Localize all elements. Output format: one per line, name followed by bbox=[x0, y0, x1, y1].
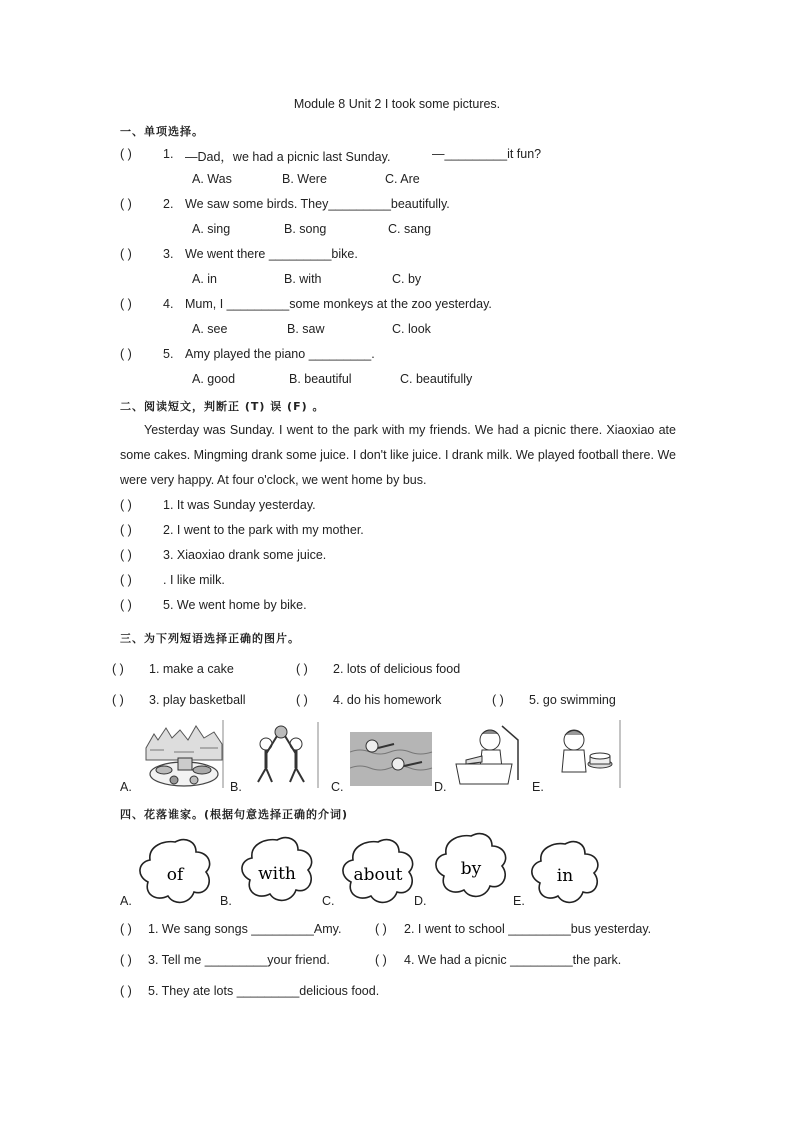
s4-item1-text: 1. We sang songs _________Amy. bbox=[148, 922, 342, 936]
flower-letter-b: B. bbox=[220, 894, 232, 908]
flower-by bbox=[430, 830, 512, 900]
section4-heading: 四、花落谁家。(根据句意选择正确的介词) bbox=[120, 808, 349, 821]
section1-heading: 一、单项选择。 bbox=[120, 125, 204, 138]
s3-item1-paren[interactable]: ( ) bbox=[112, 662, 124, 676]
s3-item3-paren[interactable]: ( ) bbox=[112, 693, 124, 707]
s1-q4-text: Mum, I _________some monkeys at the zoo yesterday. bbox=[185, 297, 492, 311]
s4-item4-text: 4. We had a picnic _________the park. bbox=[404, 953, 622, 967]
s1-q1-option-b: B. Were bbox=[282, 172, 327, 186]
s3-item3-text: 3. play basketball bbox=[149, 693, 246, 707]
s1-q3-option-a: A. in bbox=[192, 272, 218, 286]
section2-heading: 二、阅读短文，判断正 (T) 误 (F) 。 bbox=[120, 400, 325, 413]
flower-word-with: with bbox=[258, 864, 296, 884]
s3-item5-text: 5. go swimming bbox=[529, 693, 616, 707]
s4-item5-text: 5. They ate lots _________delicious food. bbox=[148, 984, 380, 998]
flower-word-by: by bbox=[460, 859, 482, 879]
s1-q4-option-a: A. see bbox=[192, 322, 228, 336]
s1-q4-num: 4. bbox=[163, 297, 174, 311]
picture-letter-a: A. bbox=[120, 780, 132, 794]
s1-q2-option-c: C. sang bbox=[388, 222, 432, 236]
s4-item3-text: 3. Tell me _________your friend. bbox=[148, 953, 330, 967]
s1-q2-option-a: A. sing bbox=[192, 222, 231, 236]
s3-item5-paren[interactable]: ( ) bbox=[492, 693, 504, 707]
s1-q2-option-b: B. song bbox=[284, 222, 327, 236]
s2-item4-text: . I like milk. bbox=[163, 573, 225, 587]
page-title: Module 8 Unit 2 I took some pictures. bbox=[293, 97, 501, 111]
s4-item5-paren[interactable]: ( ) bbox=[120, 984, 132, 998]
homework-picture bbox=[452, 720, 522, 788]
s3-item2-text: 2. lots of delicious food bbox=[333, 662, 461, 676]
s3-item4-text: 4. do his homework bbox=[333, 693, 442, 707]
flower-letter-a: A. bbox=[120, 894, 132, 908]
s1-q1-text: —Dad，we had a picnic last Sunday. bbox=[185, 150, 391, 164]
s1-q1-tail: —_________it fun? bbox=[432, 147, 542, 161]
s2-item1-text: 1. It was Sunday yesterday. bbox=[163, 498, 316, 512]
s1-q2-num: 2. bbox=[163, 197, 174, 211]
flower-word-about: about bbox=[353, 865, 403, 885]
s2-item2-text: 2. I went to the park with my mother. bbox=[163, 523, 364, 537]
swimming-picture bbox=[350, 732, 434, 786]
s2-item5-text: 5. We went home by bike. bbox=[163, 598, 307, 612]
s3-item2-paren[interactable]: ( ) bbox=[296, 662, 308, 676]
s1-q5-num: 5. bbox=[163, 347, 174, 361]
s1-q5-option-b: B. beautiful bbox=[289, 372, 352, 386]
flower-letter-c: C. bbox=[322, 894, 335, 908]
s1-q4-option-c: C. look bbox=[392, 322, 431, 336]
picture-letter-e: E. bbox=[532, 780, 544, 794]
picnic-food-picture bbox=[144, 720, 224, 788]
s1-q1-paren[interactable]: ( ) bbox=[120, 147, 132, 161]
picture-letter-c: C. bbox=[331, 780, 344, 794]
s1-q4-option-b: B. saw bbox=[287, 322, 325, 336]
flower-in bbox=[526, 838, 604, 906]
s2-item3-text: 3. Xiaoxiao drank some juice. bbox=[163, 548, 327, 562]
flower-word-in: in bbox=[556, 866, 574, 886]
make-cake-picture bbox=[550, 720, 622, 788]
s2-item4-paren[interactable]: ( ) bbox=[120, 573, 132, 587]
s1-q2-paren[interactable]: ( ) bbox=[120, 197, 132, 211]
section3-heading: 三、为下列短语选择正确的图片。 bbox=[120, 632, 300, 645]
basketball-picture bbox=[244, 722, 320, 788]
s4-item4-paren[interactable]: ( ) bbox=[375, 953, 387, 967]
s2-item5-paren[interactable]: ( ) bbox=[120, 598, 132, 612]
s4-item2-text: 2. I went to school _________bus yesterday. bbox=[404, 922, 652, 936]
s1-q5-paren[interactable]: ( ) bbox=[120, 347, 132, 361]
flower-letter-d: D. bbox=[414, 894, 427, 908]
s4-item3-paren[interactable]: ( ) bbox=[120, 953, 132, 967]
s1-q4-paren[interactable]: ( ) bbox=[120, 297, 132, 311]
s1-q1-option-c: C. Are bbox=[385, 172, 420, 186]
s1-q5-option-a: A. good bbox=[192, 372, 236, 386]
picture-letter-d: D. bbox=[434, 780, 447, 794]
s1-q3-num: 3. bbox=[163, 247, 174, 261]
s2-item3-paren[interactable]: ( ) bbox=[120, 548, 132, 562]
picture-letter-b: B. bbox=[230, 780, 242, 794]
flower-with bbox=[234, 834, 320, 906]
s1-q1-option-a: A. Was bbox=[192, 172, 232, 186]
s2-item1-paren[interactable]: ( ) bbox=[120, 498, 132, 512]
flower-of bbox=[134, 836, 216, 906]
s1-q3-option-b: B. with bbox=[284, 272, 322, 286]
s4-item2-paren[interactable]: ( ) bbox=[375, 922, 387, 936]
s1-q5-option-c: C. beautifully bbox=[400, 372, 473, 386]
s4-item1-paren[interactable]: ( ) bbox=[120, 922, 132, 936]
s1-q5-text: Amy played the piano _________. bbox=[185, 347, 375, 361]
reading-passage: Yesterday was Sunday. I went to the park with my friends. We had a picnic there. Xiaoxiao ate some cakes. Mingming drank some juice. I don't like juice. I drank milk. We played football there. We were very happy. At four o'clock, we went home by bus. bbox=[120, 423, 676, 487]
s3-item1-text: 1. make a cake bbox=[149, 662, 234, 676]
flower-about bbox=[336, 836, 420, 906]
flower-letter-e: E. bbox=[513, 894, 525, 908]
s3-item4-paren[interactable]: ( ) bbox=[296, 693, 308, 707]
s1-q1-num: 1. bbox=[163, 147, 174, 161]
s1-q3-text: We went there _________bike. bbox=[185, 247, 358, 261]
s2-item2-paren[interactable]: ( ) bbox=[120, 523, 132, 537]
s1-q2-text: We saw some birds. They_________beautifully. bbox=[185, 197, 450, 211]
flower-word-of: of bbox=[166, 865, 184, 885]
s1-q3-paren[interactable]: ( ) bbox=[120, 247, 132, 261]
s1-q3-option-c: C. by bbox=[392, 272, 422, 286]
